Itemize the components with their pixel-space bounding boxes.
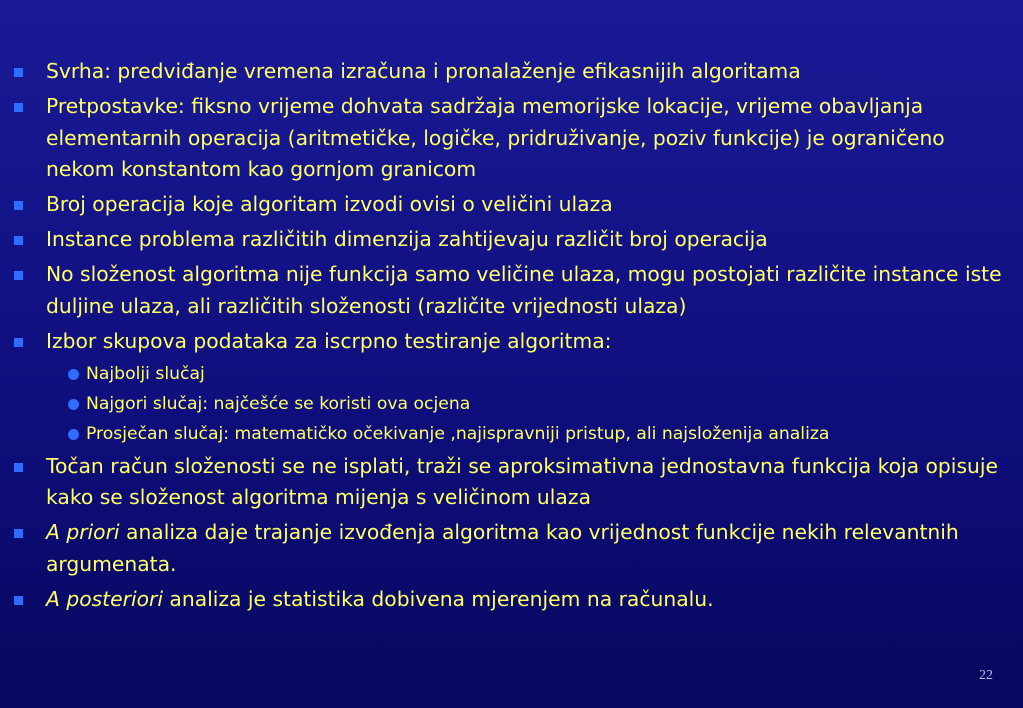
round-bullet-icon [68,369,79,380]
square-bullet-icon [14,529,23,538]
square-bullet-icon [14,201,23,210]
bullet-text: Točan račun složenosti se ne isplati, traži se aproksimativna jednostavna funkcija koja opisuje kako se složenost algoritma mijenja s veličinom ulaza [46,453,998,509]
bullet-text: No složenost algoritma nije funkcija samo veličine ulaza, mogu postojati različite instance iste duljine ulaza, ali različitih složenosti (različite vrijednosti ulaza) [46,262,1002,318]
bullet-emphasis: A posteriori [46,586,163,611]
bullet-list [12,56,1002,619]
round-bullet-icon [68,429,79,440]
bullet-item [12,91,1002,186]
bullet-text: Instance problema različitih dimenzija zahtijevaju različit broj operacija [46,227,768,251]
bullet-item [12,451,1002,514]
sub-bullet-text: Najgori slučaj: najčešće se koristi ova ocjena [86,393,471,414]
page-number: 22 [979,668,993,683]
bullet-item [12,189,1002,221]
bullet-item [12,326,1002,358]
bullet-emphasis: A priori [46,520,120,544]
sub-bullet-item [12,391,1002,418]
square-bullet-icon [14,271,23,280]
bullet-item [12,517,1002,580]
bullet-text: Svrha: predviđanje vremena izračuna i pronalaženje efikasnijih algoritama [46,59,801,83]
bullet-item [12,224,1002,256]
round-bullet-icon [68,399,79,410]
bullet-text: analiza je statistika dobivena mjerenjem na računalu. [162,586,714,611]
bullet-item [12,56,1002,88]
sub-bullet-item [12,361,1002,388]
bullet-item [12,584,1002,616]
bullet-text: Broj operacija koje algoritam izvodi ovisi o veličini ulaza [46,192,613,216]
sub-bullet-text: Najbolji slučaj [86,363,205,384]
bullet-item [12,259,1002,322]
bullet-text: Pretpostavke: fiksno vrijeme dohvata sadržaja memorijske lokacije, vrijeme obavljanja elementarnih operacija (aritmetičke, logičke, pridruživanje, poziv funkcije) je ograničeno nekom konstantom kao gornjom granicom [46,94,945,181]
bullet-text: Izbor skupova podataka za iscrpno testiranje algoritma: [46,328,612,353]
sub-bullet-item [12,421,1002,448]
bullet-text: analiza daje trajanje izvođenja algoritma kao vrijednost funkcije nekih relevantnih argumenata. [46,520,959,576]
square-bullet-icon [14,596,23,605]
square-bullet-icon [14,103,23,112]
square-bullet-icon [14,68,23,77]
square-bullet-icon [14,236,23,245]
square-bullet-icon [14,338,23,347]
square-bullet-icon [14,463,23,472]
sub-bullet-text: Prosječan slučaj: matematičko očekivanje ,najispravniji pristup, ali najsloženija analiza [86,423,830,444]
